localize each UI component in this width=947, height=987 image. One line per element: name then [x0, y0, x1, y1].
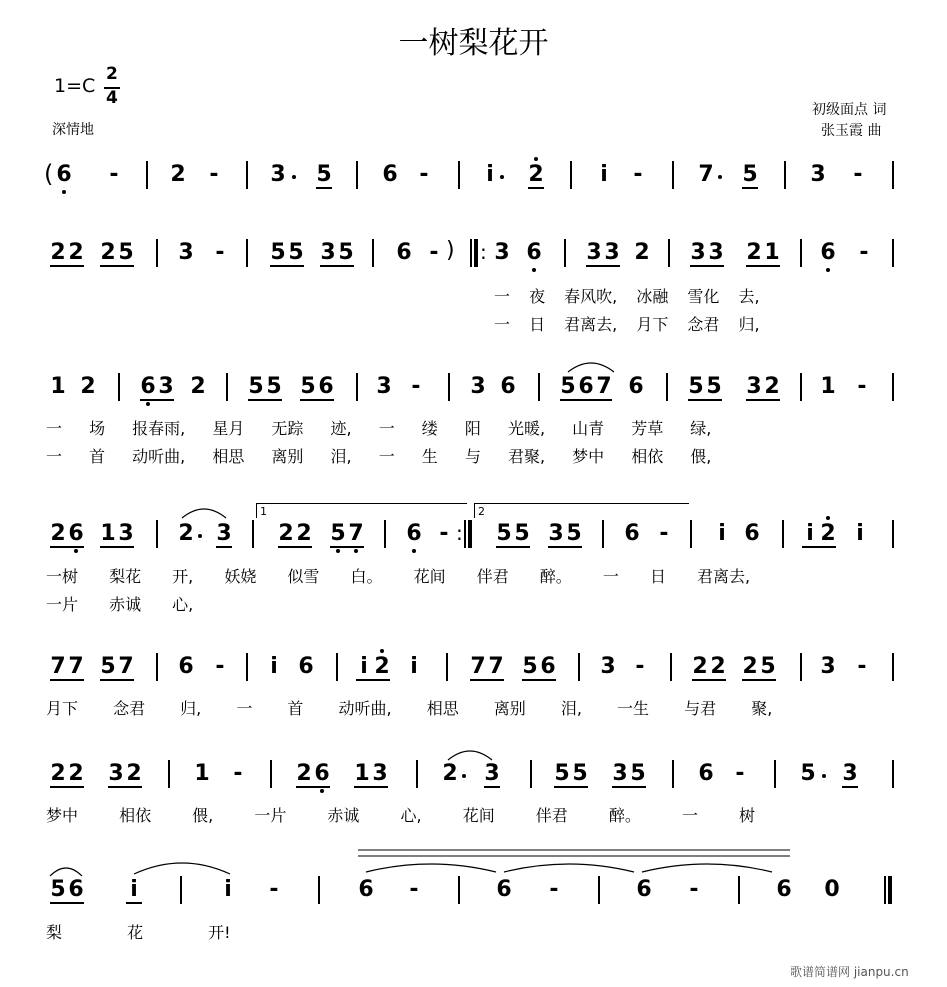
note-digit: 3	[376, 374, 392, 399]
bar-line	[336, 653, 338, 681]
bar-line	[738, 876, 740, 904]
beam-underline	[522, 679, 556, 681]
sustain-dash: -	[853, 162, 863, 187]
note-digit: 7	[596, 374, 612, 399]
bar-line	[564, 239, 566, 267]
note-digit: 5	[266, 374, 282, 399]
octave-or-duration-dot	[320, 789, 324, 793]
sustain-dash: -	[857, 374, 867, 399]
row-4-lyrics-1: 一树 梨花 开, 妖娆 似雪 白。 花间 伴君 醉。 一 日 君离去,	[46, 567, 751, 586]
note-digit: i	[410, 654, 418, 679]
octave-or-duration-dot	[146, 402, 150, 406]
bar-line	[774, 760, 776, 788]
bar-line	[168, 760, 170, 788]
beam-underline	[300, 399, 334, 401]
note-digit: 2	[278, 521, 294, 546]
note-digit: 6	[500, 374, 516, 399]
note-digit: 6	[624, 521, 640, 546]
beam-underline	[278, 546, 312, 548]
sustain-dash: -	[109, 162, 119, 187]
note-digit: 7	[348, 521, 364, 546]
octave-or-duration-dot	[718, 175, 722, 179]
octave-or-duration-dot	[500, 175, 504, 179]
note-digit: i	[486, 162, 494, 187]
octave-or-duration-dot	[462, 774, 466, 778]
row-2-lyrics-1: 一 夜 春风吹, 冰融 雪化 去,	[494, 287, 760, 306]
note-digit: 6	[496, 877, 512, 902]
slur	[180, 506, 228, 520]
bar-line	[470, 239, 472, 267]
volta-bracket-1	[256, 503, 467, 518]
note-digit: 5	[522, 654, 538, 679]
row-4-lyrics-2: 一片 赤诚 心,	[46, 595, 194, 614]
note-digit: 7	[118, 654, 134, 679]
note-digit: i	[718, 521, 726, 546]
bar-line	[602, 520, 604, 548]
bar-line	[458, 876, 460, 904]
note-digit: 2	[100, 240, 116, 265]
beam-underline	[100, 546, 134, 548]
octave-or-duration-dot	[292, 175, 296, 179]
row-3-lyrics-2: 一 首 动听曲, 相思 离别 泪, 一 生 与 君聚, 梦中 相依 偎,	[46, 447, 712, 466]
beam-underline	[50, 265, 84, 267]
note-digit: 5	[514, 521, 530, 546]
repeat-start-dots: :	[480, 240, 487, 264]
note-digit: 5	[688, 374, 704, 399]
bar-line	[356, 373, 358, 401]
note-digit: 6	[298, 654, 314, 679]
sustain-dash: -	[857, 654, 867, 679]
beam-underline	[356, 679, 390, 681]
open-paren: (	[44, 160, 54, 188]
row-7-lyrics-1: 梨 花 开!	[46, 923, 231, 942]
sustain-dash: -	[215, 654, 225, 679]
note-digit: 5	[118, 240, 134, 265]
note-digit: 3	[810, 162, 826, 187]
beam-underline	[560, 399, 612, 401]
note-digit: 1	[100, 521, 116, 546]
volta-number-1: 1	[260, 505, 267, 518]
volta-number-2: 2	[478, 505, 485, 518]
note-digit: 5	[270, 240, 286, 265]
beam-underline	[354, 786, 388, 788]
bar-line	[246, 653, 248, 681]
octave-or-duration-dot	[826, 268, 830, 272]
slur	[446, 748, 494, 762]
note-digit: 7	[68, 654, 84, 679]
note-digit: 6	[314, 761, 330, 786]
note-digit: i	[856, 521, 864, 546]
bar-line	[252, 520, 254, 548]
beam-underline	[690, 265, 724, 267]
octave-or-duration-dot	[62, 190, 66, 194]
sustain-dash: -	[233, 761, 243, 786]
bar-line	[180, 876, 182, 904]
bar-line	[668, 239, 670, 267]
bar-line	[800, 239, 802, 267]
bar-line	[246, 239, 248, 267]
sustain-dash: -	[215, 240, 225, 265]
bar-line	[892, 373, 894, 401]
note-digit: 6	[358, 877, 374, 902]
beam-underline	[746, 265, 780, 267]
beam-underline	[50, 679, 84, 681]
beam-underline	[688, 399, 722, 401]
beam-underline	[330, 546, 364, 548]
bar-line	[356, 161, 358, 189]
sustain-dash: -	[209, 162, 219, 187]
bar-line	[690, 520, 692, 548]
sustain-dash: -	[659, 521, 669, 546]
volta-bracket-2	[474, 503, 689, 518]
octave-or-duration-dot	[336, 549, 340, 553]
note-digit: 3	[320, 240, 336, 265]
beam-underline	[100, 679, 134, 681]
note-digit: 6	[776, 877, 792, 902]
beam-underline	[496, 546, 530, 548]
slur	[132, 860, 232, 876]
note-digit: 2	[374, 654, 390, 679]
bar-line	[892, 161, 894, 189]
bar-line	[530, 760, 532, 788]
sustain-dash: -	[635, 654, 645, 679]
beam-underline	[802, 546, 836, 548]
beam-underline	[108, 786, 142, 788]
note-digit: 3	[216, 521, 232, 546]
note-digit: 5	[316, 162, 332, 187]
sustain-dash: -	[689, 877, 699, 902]
note-digit: 6	[820, 240, 836, 265]
note-digit: 6	[140, 374, 156, 399]
note-digit: 3	[108, 761, 124, 786]
slur	[566, 360, 616, 374]
note-digit: 3	[158, 374, 174, 399]
time-signature-numerator: 2	[106, 64, 118, 84]
note-digit: i	[270, 654, 278, 679]
note-digit: 1	[764, 240, 780, 265]
note-digit: i	[806, 521, 814, 546]
note-digit: 5	[50, 877, 66, 902]
beam-underline	[320, 265, 354, 267]
sustain-dash: -	[429, 240, 439, 265]
bar-line	[666, 373, 668, 401]
beam-underline	[140, 399, 174, 401]
note-digit: 2	[528, 162, 544, 187]
bar-line	[538, 373, 540, 401]
note-digit: 5	[566, 521, 582, 546]
sustain-dash: -	[735, 761, 745, 786]
note-digit: 3	[548, 521, 564, 546]
note-digit: i	[600, 162, 608, 187]
note-digit: 6	[396, 240, 412, 265]
note-digit: 5	[100, 654, 116, 679]
bar-line	[672, 161, 674, 189]
beam-underline	[586, 265, 620, 267]
lyricist-credit: 初级面点 词	[812, 102, 887, 118]
beam-underline	[746, 399, 780, 401]
sustain-dash: -	[269, 877, 279, 902]
row-5-lyrics-1: 月下 念君 归, 一 首 动听曲, 相思 离别 泪, 一生 与君 聚,	[46, 699, 773, 718]
bar-line	[782, 520, 784, 548]
octave-or-duration-dot	[380, 649, 384, 653]
bar-line	[384, 520, 386, 548]
bar-line	[474, 239, 478, 267]
note-digit: 6	[526, 240, 542, 265]
bar-line	[146, 161, 148, 189]
bar-line	[270, 760, 272, 788]
note-digit: 3	[600, 654, 616, 679]
bar-line	[156, 653, 158, 681]
note-digit: 2	[50, 761, 66, 786]
row-3-lyrics-1: 一 场 报春雨, 星月 无踪 迹, 一 缕 阳 光暖, 山青 芳草 绿,	[46, 419, 712, 438]
bar-line	[156, 239, 158, 267]
sustain-dash: -	[419, 162, 429, 187]
note-digit: i	[360, 654, 368, 679]
bar-line	[446, 653, 448, 681]
note-digit: 2	[746, 240, 762, 265]
note-digit: 3	[178, 240, 194, 265]
note-digit: 1	[820, 374, 836, 399]
note-digit: 5	[630, 761, 646, 786]
note-digit: 7	[488, 654, 504, 679]
note-digit: 1	[354, 761, 370, 786]
note-digit: 5	[572, 761, 588, 786]
bar-line	[598, 876, 600, 904]
note-digit: 1	[194, 761, 210, 786]
note-digit: 3	[586, 240, 602, 265]
repeat-end-dots: :	[456, 521, 463, 545]
note-digit: 6	[744, 521, 760, 546]
note-digit: 6	[636, 877, 652, 902]
composer-credit: 张玉霞 曲	[821, 123, 882, 139]
note-digit: 5	[742, 162, 758, 187]
note-digit: 5	[330, 521, 346, 546]
note-digit: 5	[338, 240, 354, 265]
octave-or-duration-dot	[822, 774, 826, 778]
note-digit: 5	[300, 374, 316, 399]
row-6-lyrics-1: 梦中 相依 偎, 一片 赤诚 心, 花间 伴君 醉。 一 树	[46, 806, 756, 825]
tempo-marking: 深情地	[52, 122, 94, 138]
note-digit: 6	[68, 877, 84, 902]
note-digit: 2	[296, 761, 312, 786]
beam-underline	[216, 546, 232, 548]
note-digit: 3	[708, 240, 724, 265]
note-digit: 3	[604, 240, 620, 265]
beam-underline	[248, 399, 282, 401]
note-digit: 2	[68, 761, 84, 786]
note-digit: 0	[824, 877, 840, 902]
note-digit: 3	[612, 761, 628, 786]
bar-line	[670, 653, 672, 681]
note-digit: 3	[842, 761, 858, 786]
octave-or-duration-dot	[826, 516, 830, 520]
note-digit: 2	[50, 240, 66, 265]
note-digit: 6	[56, 162, 72, 187]
sustain-dash: -	[409, 877, 419, 902]
beam-underline	[100, 265, 134, 267]
note-digit: 2	[80, 374, 96, 399]
beam-underline	[612, 786, 646, 788]
sustain-dash: -	[549, 877, 559, 902]
note-digit: 6	[382, 162, 398, 187]
note-digit: 5	[760, 654, 776, 679]
note-digit: 6	[406, 521, 422, 546]
note-digit: 5	[800, 761, 816, 786]
beam-underline	[742, 187, 758, 189]
note-digit: 7	[470, 654, 486, 679]
bar-line	[884, 876, 886, 904]
bar-line	[888, 876, 892, 904]
beam-underline	[548, 546, 582, 548]
note-digit: 2	[296, 521, 312, 546]
bar-line	[892, 239, 894, 267]
octave-or-duration-dot	[534, 157, 538, 161]
note-digit: 3	[372, 761, 388, 786]
beam-underline	[470, 679, 504, 681]
note-digit: 3	[690, 240, 706, 265]
note-digit: 5	[248, 374, 264, 399]
bar-line	[458, 161, 460, 189]
note-digit: 5	[496, 521, 512, 546]
note-digit: 6	[68, 521, 84, 546]
beam-underline	[296, 786, 330, 788]
beam-underline	[50, 546, 84, 548]
note-digit: 3	[270, 162, 286, 187]
sustain-dash: -	[439, 521, 449, 546]
octave-or-duration-dot	[354, 549, 358, 553]
note-digit: 2	[692, 654, 708, 679]
note-digit: 3	[820, 654, 836, 679]
bar-line	[156, 520, 158, 548]
sustain-dash: -	[859, 240, 869, 265]
beam-underline	[50, 786, 84, 788]
close-paren: )	[446, 238, 455, 263]
bar-line	[416, 760, 418, 788]
note-digit: 2	[170, 162, 186, 187]
bar-line	[672, 760, 674, 788]
note-digit: i	[224, 877, 232, 902]
note-digit: 6	[698, 761, 714, 786]
note-digit: 6	[578, 374, 594, 399]
note-digit: 2	[442, 761, 458, 786]
beam-underline	[692, 679, 726, 681]
beam-underline	[742, 679, 776, 681]
note-digit: 2	[68, 240, 84, 265]
note-digit: i	[130, 877, 138, 902]
note-digit: 2	[634, 240, 650, 265]
bar-line	[892, 653, 894, 681]
row-2-lyrics-2: 一 日 君离去, 月下 念君 归,	[494, 315, 760, 334]
octave-or-duration-dot	[412, 549, 416, 553]
tie-lines	[356, 846, 792, 876]
octave-or-duration-dot	[74, 549, 78, 553]
note-digit: 2	[190, 374, 206, 399]
sustain-dash: -	[411, 374, 421, 399]
note-digit: 3	[470, 374, 486, 399]
note-digit: 6	[178, 654, 194, 679]
bar-line	[464, 520, 466, 548]
beam-underline	[554, 786, 588, 788]
bar-line	[892, 760, 894, 788]
note-digit: 6	[628, 374, 644, 399]
bar-line	[784, 161, 786, 189]
note-digit: 3	[746, 374, 762, 399]
note-digit: 7	[698, 162, 714, 187]
note-digit: 2	[178, 521, 194, 546]
bar-line	[448, 373, 450, 401]
beam-underline	[316, 187, 332, 189]
bar-line	[246, 161, 248, 189]
beam-underline	[842, 786, 858, 788]
bar-line	[372, 239, 374, 267]
note-digit: 5	[706, 374, 722, 399]
note-digit: 2	[126, 761, 142, 786]
bar-line	[578, 653, 580, 681]
key-signature: 1=C	[54, 75, 96, 97]
bar-line	[226, 373, 228, 401]
slur	[48, 864, 84, 878]
note-digit: 2	[764, 374, 780, 399]
note-digit: 3	[494, 240, 510, 265]
octave-or-duration-dot	[198, 534, 202, 538]
bar-line	[570, 161, 572, 189]
note-digit: 2	[50, 521, 66, 546]
site-watermark: 歌谱简谱网 jianpu.cn	[790, 965, 909, 979]
beam-underline	[528, 187, 544, 189]
note-digit: 2	[820, 521, 836, 546]
bar-line	[800, 653, 802, 681]
note-digit: 3	[118, 521, 134, 546]
note-digit: 5	[554, 761, 570, 786]
octave-or-duration-dot	[532, 268, 536, 272]
page-title: 一树梨花开	[398, 26, 549, 61]
note-digit: 2	[710, 654, 726, 679]
sustain-dash: -	[633, 162, 643, 187]
beam-underline	[270, 265, 304, 267]
note-digit: 3	[484, 761, 500, 786]
note-digit: 7	[50, 654, 66, 679]
note-digit: 6	[540, 654, 556, 679]
bar-line	[892, 520, 894, 548]
note-digit: 1	[50, 374, 66, 399]
note-digit: 5	[560, 374, 576, 399]
beam-underline	[484, 786, 500, 788]
beam-underline	[50, 902, 84, 904]
note-digit: 6	[318, 374, 334, 399]
bar-line	[468, 520, 472, 548]
time-signature-denominator: 4	[106, 88, 118, 108]
bar-line	[800, 373, 802, 401]
bar-line	[318, 876, 320, 904]
bar-line	[118, 373, 120, 401]
note-digit: 5	[288, 240, 304, 265]
note-digit: 2	[742, 654, 758, 679]
beam-underline	[126, 902, 142, 904]
